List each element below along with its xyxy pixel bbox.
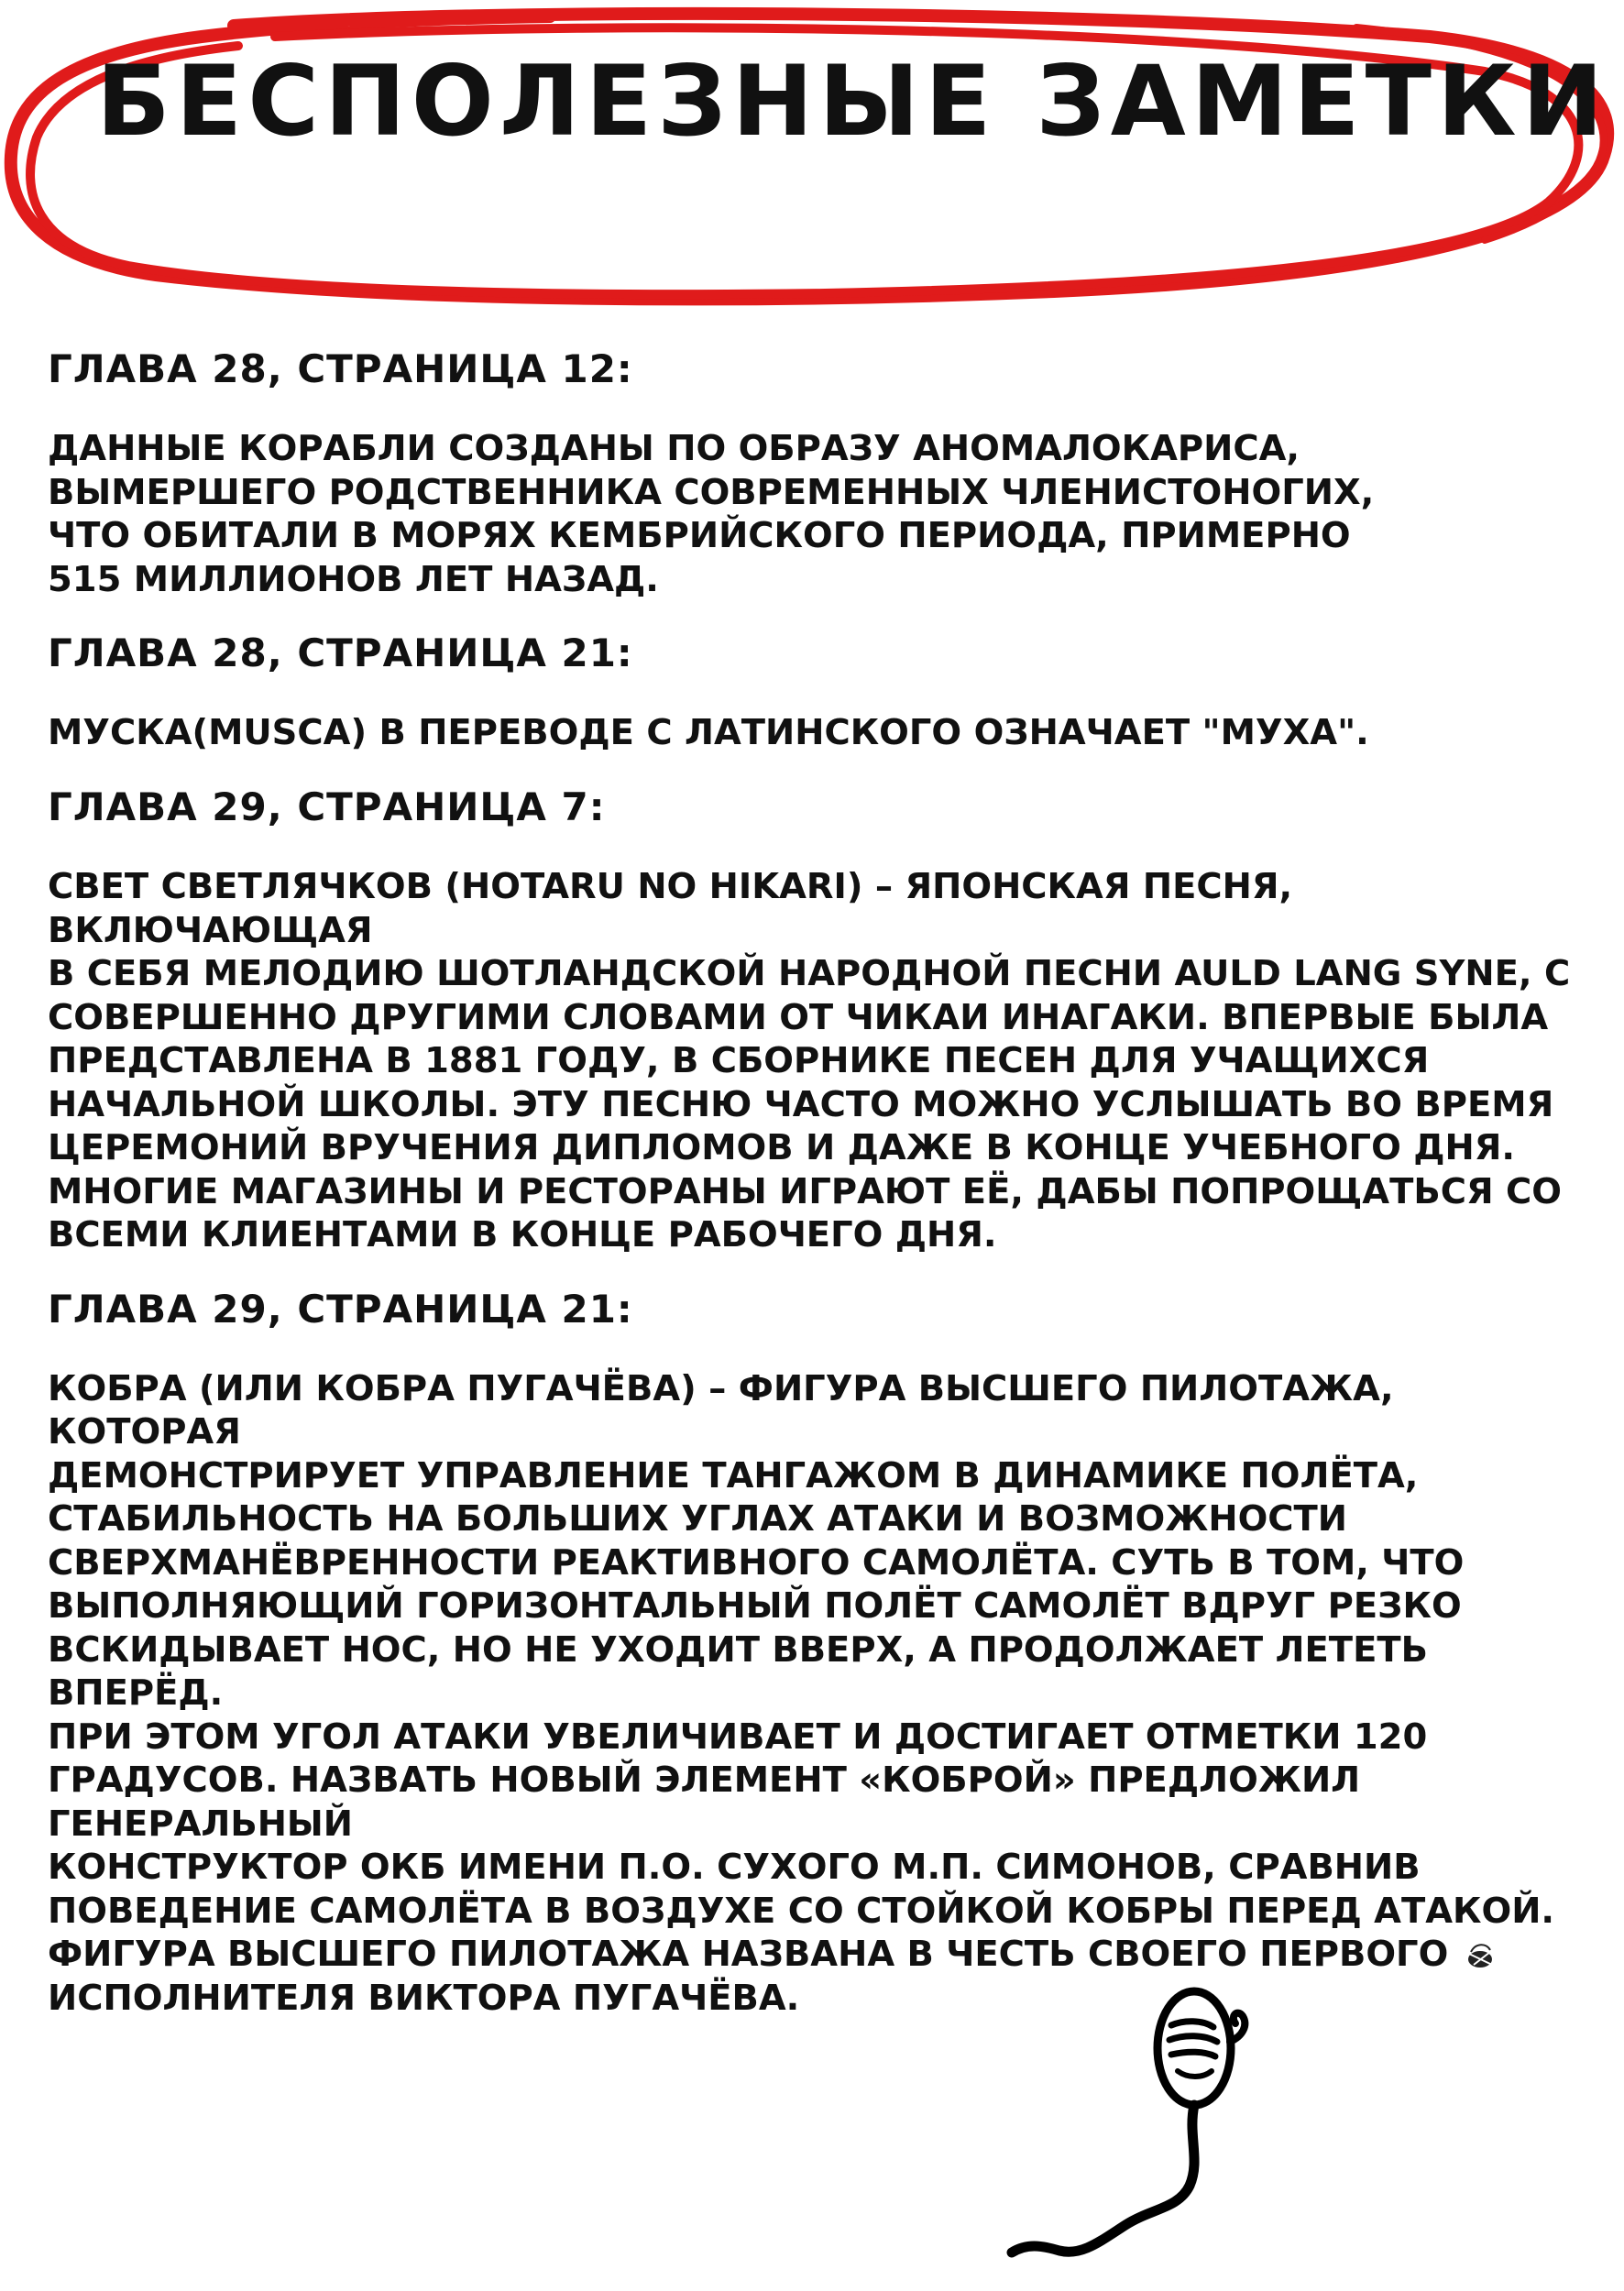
creature-tail (1012, 2105, 1194, 2253)
page-title: БЕСПОЛЕЗНЫЕ ЗАМЕТКИ (96, 45, 1609, 158)
creature-head (1158, 1991, 1245, 2105)
note-item (48, 786, 1597, 1257)
note-heading: ГЛАВА 28, СТРАНИЦА 21: (48, 630, 633, 676)
note-body: МУСКА(MUSCA) В ПЕРЕВОДЕ С ЛАТИНСКОГО ОЗНАЧАЕТ "МУХА". (48, 712, 1369, 754)
note-body: КОБРА (ИЛИ КОБРА ПУГАЧЁВА) – ФИГУРА ВЫСШЕГО ПИЛОТАЖА, КОТОРАЯ ДЕМОНСТРИРУЕТ УПРАВЛЕНИЕ ТАНГАЖОМ В ДИНАМИКЕ ПОЛЁТА, СТАБИЛЬНОСТЬ НА БОЛЬШИХ УГЛАХ АТАКИ И ВОЗМОЖНОСТИ СВЕРХМАНЁВРЕННОСТИ РЕАКТИВНОГО САМОЛЁТА. СУТЬ В ТОМ, ЧТО ВЫПОЛНЯЮЩИЙ ГОРИЗОНТАЛЬНЫЙ ПОЛЁТ САМОЛЁТ ВДРУГ РЕЗКО ВСКИДЫВАЕТ НОС, НО НЕ УХОДИТ ВВЕРХ, А ПРОДОЛЖАЕТ ЛЕТЕТЬ ВПЕРЁД. ПРИ ЭТОМ УГОЛ АТАКИ УВЕЛИЧИВАЕТ И ДОСТИГАЕТ ОТМЕТКИ 120 ГРАДУСОВ. НАЗВАТЬ НОВЫЙ ЭЛЕМЕНТ «КОБРОЙ» ПРЕДЛОЖИЛ ГЕНЕРАЛЬНЫЙ КОНСТРУКТОР ОКБ ИМЕНИ П.О. СУХОГО М.П. СИМОНОВ, СРАВНИВ ПОВЕДЕНИЕ САМОЛЁТА В ВОЗДУХЕ СО СТОЙКОЙ КОБРЫ ПЕРЕД АТАКОЙ. ФИГУРА ВЫСШЕГО ПИЛОТАЖА НАЗВАНА В ЧЕСТЬ СВОЕГО ПЕРВОГО ИСПОЛНИТЕЛЯ ВИКТОРА ПУГАЧЁВА. (48, 1367, 1555, 2019)
note-body: СВЕТ СВЕТЛЯЧКОВ (HOTARU NO HIKARI) – ЯПОНСКАЯ ПЕСНЯ, ВКЛЮЧАЮЩАЯ В СЕБЯ МЕЛОДИЮ ШОТЛАНДСКОЙ НАРОДНОЙ ПЕСНИ AULD LANG SYNE, С СОВЕРШЕННО ДРУГИМИ СЛОВАМИ ОТ ЧИКАИ ИНАГАКИ. ВПЕРВЫЕ БЫЛА ПРЕДСТАВЛЕНА В 1881 ГОДУ, В СБОРНИКЕ ПЕСЕН ДЛЯ УЧАЩИХСЯ НАЧАЛЬНОЙ ШКОЛЫ. ЭТУ ПЕСНЮ ЧАСТО МОЖНО УСЛЫШАТЬ ВО ВРЕМЯ ЦЕРЕМОНИЙ ВРУЧЕНИЯ ДИПЛОМОВ И ДАЖЕ В КОНЦЕ УЧЕБНОГО ДНЯ. МНОГИЕ МАГАЗИНЫ И РЕСТОРАНЫ ИГРАЮТ ЕЁ, ДАБЫ ПОПРОЩАТЬСЯ СО ВСЕМИ КЛИЕНТАМИ В КОНЦЕ РАБОЧЕГО ДНЯ. (48, 866, 1571, 1256)
note-heading: ГЛАВА 28, СТРАНИЦА 12: (48, 346, 633, 391)
note-item (48, 348, 1597, 601)
note-body: ДАННЫЕ КОРАБЛИ СОЗДАНЫ ПО ОБРАЗУ АНОМАЛОКАРИСА, ВЫМЕРШЕГО РОДСТВЕННИКА СОВРЕМЕННЫХ ЧЛЕНИСТОНОГИХ, ЧТО ОБИТАЛИ В МОРЯХ КЕМБРИЙСКОГО ПЕРИОДА, ПРИМЕРНО 515 МИЛЛИОНОВ ЛЕТ НАЗАД. (48, 428, 1375, 600)
note-heading: ГЛАВА 29, СТРАНИЦА 21: (48, 1286, 633, 1332)
fly-icon (1468, 1945, 1492, 1968)
note-heading: ГЛАВА 29, СТРАНИЦА 7: (48, 784, 606, 829)
note-item (48, 632, 1597, 755)
sperm-doodle-illustration (971, 1934, 1613, 2282)
title-banner (0, 0, 1624, 330)
note-item (48, 1288, 1597, 2021)
notes-list (48, 348, 1597, 2051)
